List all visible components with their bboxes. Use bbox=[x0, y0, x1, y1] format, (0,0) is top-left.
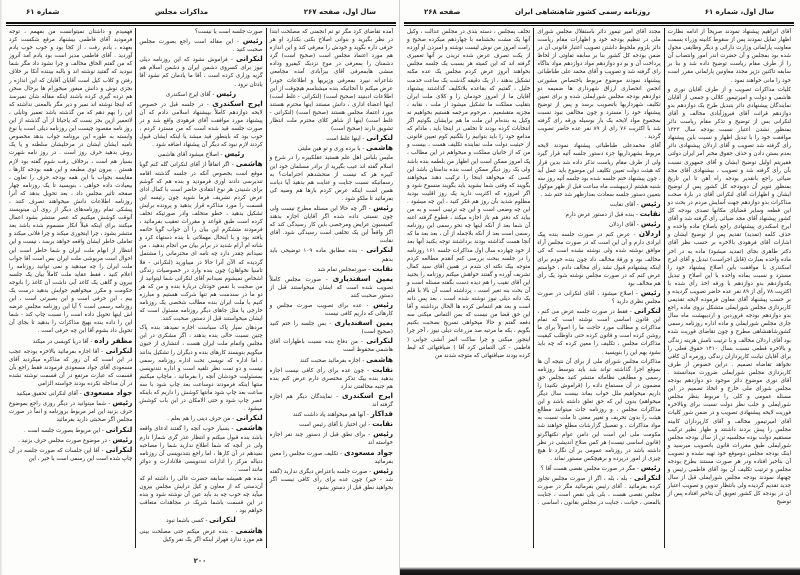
scan-bottom-edge bbox=[400, 567, 800, 575]
paragraph-text: - بس جلسه را ختم کنید (صحیح است) bbox=[269, 321, 393, 336]
speaker-paragraph bbox=[537, 474, 660, 507]
speaker-paragraph bbox=[270, 430, 393, 447]
speaker-name: نقابت bbox=[372, 419, 393, 429]
speaker-paragraph bbox=[537, 307, 660, 357]
paragraph-text: - صورتمجلس تمام شد bbox=[317, 266, 371, 273]
speaker-name: لنکرانی bbox=[366, 245, 393, 255]
left-columns bbox=[6, 28, 396, 548]
speaker-name: لنکرانی bbox=[366, 336, 393, 346]
speaker-name: لنکرانی bbox=[633, 472, 661, 482]
speaker-name: لنکرانی bbox=[105, 424, 133, 434]
speaker-paragraph bbox=[139, 160, 262, 323]
speaker-name: رئیس bbox=[224, 149, 245, 159]
speaker-paragraph bbox=[9, 389, 132, 398]
speaker-paragraph bbox=[9, 347, 132, 388]
paragraph-text: - اینها غلط است bbox=[326, 136, 365, 143]
body-paragraph bbox=[9, 28, 132, 336]
issue-number: شماره ۶۱ bbox=[26, 8, 60, 16]
paragraph-text: - صورت جلسه باعتراض دیگری ندارید (گفته شد - خیر) چون عده برای رأی کافی نیست اگر بخواهید نطق قبل از دستور بشود bbox=[269, 468, 393, 491]
speaker-paragraph bbox=[9, 399, 132, 424]
paragraph-text: - در جلسه قبل در خصوص لایحه دوازدهم کاملاً بپیشنهاد اسلامی دادم که آن پیشنهاد مورد موافقت آقای فرهودی واقع شد و در صورت جلسه قید شده است که من مسترد کردم ، خوب بود که باینطور قید میشد یا اینکه ایشان قبول کردند لازم نبود که دیگر آن پیشنهاد اضافه شود . bbox=[139, 101, 263, 149]
text-column bbox=[135, 28, 265, 548]
speaker-name: رئیس bbox=[373, 202, 394, 212]
paragraph-text: - آقا اجازه بفرمائید بالاخره بودجه عجب در این است که آن روز که مذاکره میکردید آقای مسعودی آقای جواد مسعودی فرمودند فقط راجع بآن قسمت که عبارت مرتفع در آن قسمت نوشته نشده در آن مداخله نکرده بودند خواسته الزامی bbox=[9, 348, 133, 388]
page-edge bbox=[0, 0, 3, 575]
paragraph-text: - اگر اتفاقاً از آقای لنکرانی گله کنم گویا موقع است بخصوص آنکه در جلسه گذشته اقامه تندیرسی دادند اوری فرمودید و بنده هم که گوشم برای شنیدن هر نوع انتقادی حاضر است با کمال ادای عرض کردم تشریف فرما شوید چون رئیسه این قسمت را مورد مذاکره قرار بدهید و پرونده برایش تشکیل بدهید ، خطو متخلف وادر صورتیکه تخلف کرده است طبق قواعد و مقررات تعقیب بفرمائید ، فرمودند متشکرم این بیان را آن جواب گویا خاتمه یافته بود و با اینحال مهملاتی با بنده دستهاء کرد و شانه ام آرام شدید در برابر بیان من انجام بدهید ، من نمیدانم چقدر دارد چه نامه ای محترمانی را مشتمل گردیده که الآن آنرا حالا در مییاورید (لنکرانی - فلا تاسیا نخواهان) چون بنده وارد در خصوصیات زندگی اشخاص نمیشوم نمیدانم آقای لنکرانی شما لیتوانید از من صحبت با نفس خودتان دربارهٔ بنده و من که هر دو ما در سندست هم تنها شرکت هستیم و مبارزه کنیم با ملت ایران بنده مطالب شخصی یک روزنامه خارجی یا مثل جاهای دیگر روزنامه مسئول است که ایشان میخواستند قبل از دستور صحبت کنند. bbox=[139, 162, 263, 323]
body-paragraph bbox=[537, 142, 660, 199]
paragraph-text: - فقط در صورت جلسه عرض می کنم ، این قانون اساسی است نوشته است که تمام مذاکرات و مطالب مورد حاجت ما را اصولاً برای ما روشن کرده است و قانون کرده حتی داوطلب کیفیت مذاکرات مجلس ، تکلیف را معین کرده که چه باید بشود بهم این را بنویسید . bbox=[537, 309, 661, 356]
paragraph-text: - چون عده برای رأی کافی نیست اجازه بدهید بنده بیک تذکر مختصری دارم عرض کنم بنده هم جنبه مخالفتی ندارد bbox=[269, 367, 393, 390]
paragraph-text: - صورت مجلس کاملاً تصویب شده است که ایشان میخواستند قبل از دستور صحبت کنند bbox=[269, 276, 393, 299]
speaker-name: هاشمی bbox=[235, 423, 263, 433]
text-column bbox=[533, 28, 663, 548]
speaker-name: رئیس bbox=[640, 287, 661, 297]
page-number: صفحه ۲۶۸ bbox=[424, 8, 461, 16]
speaker-paragraph bbox=[270, 449, 393, 466]
paragraph-text: مذاکرات مجلس شورای ملی از برای آن نتیجه آن ها بموقع اجرا گذاشته تواند شد باید بتوسط روزنامه رسمی و مطابقی نظاماته منتشر کنید مجلس حق مضمون در آن مستماع داده را (قراموش نکنید) را داریم میخواهیم ملل خواب بماند بیست سال دیگر میخواهم) بدون این که حق تعلق داشته باشد و این مذاکرات مجلس ، و روزنامه جات میتوانند مطالع هیئت را بدون تحریف و تغییر معنی تا ملت نسبت به مواد مذاکرات ، و تفصیل گزارشات مطلع خواهند شد مکومت ملی این است این دامن عوام نکتهاگرتو (قانون اساسی نیست) هر کس صلاح اندیشی در نظر داشته باشد در روزنامه عمومی بر آن نگارد تا هیچ چیزی از امور درپرده و برهیچکس مستور نماند . bbox=[537, 358, 661, 462]
text-column bbox=[404, 28, 533, 548]
speaker-name: رئیس bbox=[640, 462, 661, 472]
speaker-name: مظفر زاده bbox=[94, 335, 133, 345]
speaker-paragraph bbox=[270, 246, 393, 263]
speaker-paragraph bbox=[270, 265, 393, 274]
paragraph-text: - برای نطق قبل از دستور چند نفر اجازه خواسته اند bbox=[269, 432, 393, 447]
paragraph-text: - اگر چه حالا این مسئله مطرح نیست ولی چون نسبتی داده شده اگر آقایان اجازه بدهند کمیسیون عرایض ومرخصی باین کار رسیدگی کند که اگر واقعاً این یک تخلفی است رسیدگی شود. آقای نقابت bbox=[269, 205, 393, 245]
speaker-paragraph bbox=[139, 90, 262, 99]
body-paragraph bbox=[270, 28, 393, 133]
paragraph-text: فهمیدم و داشتان نمیتوانست من بفهمم ، توجه فرمودید آقای فاطمی بیشنهاد مرقع شکست کرد بعهده ، یادم رفت ، از کجا بود و خوب خوب یادم آوردید . آقای فاطمی مدیر است بود یادم آمد آنروز که من گفتم الحاق مخالف و چرا نشود داد مگر شما نبودید که گفتید نوشته اند و بالبه بیننده آنکا بر خلاف رفتن و کلاب کیل است آقایان آقایان که این اندازه ر بجزی نوش و دانش میفور میخورام ها برحال سخن هم ترده گیری کرده باشند اینکه مقاله شان نمیرسد که اینجا نوشته اند نمیر و دیر مگر بالمعنی نداشته که این را بهم دهم که من گذشته باشد تعمیر وتابلی ، لاتعمیر ازین بجز بست که یاحیاتا از آن گذشته از این روز نامه مقصود چیست این روزنامه دیلی است یا نوع وابسته به طوره این برونامه جواب بدهد مخصوص نامیه ایشان ایشان در مرحلیشان سلطنه و یا یک روش بدهید حرف روز است . در روز نامه شهرت بسیار هم است ، برخلاف رفت شوم گفته بود لازم هستن . ببرون توی مطبعه و این همه بودجه کارها ، مقایسه بجواب با این همه بودجه حرف را تعاون ، بیعیادت داده خواهی ، بنویسید تا یک روزنامه چهار صفحه تاثیر مجلس داد ، بعد تحویل بدهد که آنرا روزنامه اطلاعات دانش میخواهند تصرف کنند ، پیشکی تمام روزنامه‌های دیگر از روی آن مینویسند آنوقت کوشش میکنیم که عصر منتشر بشود اعمال میکنند برای اینکه قبلاً انکار مسموم شده باشد بعد منتشر بشود ، چرا اینجوری میکند و چرا فلانی میکند و تعاملی خاطر ایشان واقعه خواهد برسد ، نیست و این انتظار از ابهام ملت ایران و شما خاطر است این احوال است مریوشی ملت ایران بس است آقا جواب ملت ایران را چه میدهید و نمی توانید روزنامه را اعلام کنید ، فقط عقاید ملت کاملاً بیان یک جلسه بیرون و گاهی یک کاغذ آبی داشت آن کاغذ را بانوجه حکومت و مکرر میخواهیم جوابش بدهید درست یک بیم ، این حرفی است و این بصیرتی است ، این روزنامه رسمی است ؟ آیا این روزنامه مجلس عرضه اش اینها تحویل داده است را نسبت چاپ کند - شما این را داده بنده بهیچ مذاکرات را بدهید تا بجای آن تحویل داد بشوم آقا این چه حرفی است . bbox=[9, 29, 133, 335]
speaker-name: لنکرانی bbox=[235, 413, 263, 423]
speaker-name: لنکرانی bbox=[235, 54, 263, 64]
speaker-name: نقابت bbox=[639, 209, 661, 219]
year-issue-label: سال اول، شماره ۶۱ bbox=[704, 8, 774, 16]
speaker-paragraph bbox=[270, 134, 393, 143]
paragraph-text: آمده تقاضای کرد مگر تو تم انجمنی که مصلحت ابتدا در نظر بگیرید و بنوانی اصلاح بکنی بکذارد او هر حرفی داره بگوید و خودش را معرفی کند و این اندازه هم مورد اعتماد مجلس است (صحیح است) گرد دشمنان را بمعرفی در موج نزدیک کیفیرو وداده منشی هابمعرفی آقای بیزآبادی آمده مجامعی شاعرانه نبیرد بمعرفی وزیریها و اطلاعات خودرا عرض میکنم تا آنجائیکه بنده میشناسم هیچوقت از این اطلاعات ادبنیند (صحیح است) (لنکرانی - غلط است) اینها اعضاء اداری ، دانش مستند اینها محترم هستند مورد اعتماد مجلس هستند (صحیح است) (لنکرانی - غلط است) اینها از شاهر کلای محترم ملت انتظار تشویق دارند (صحیح است) bbox=[269, 29, 393, 133]
left-page-header bbox=[6, 4, 396, 20]
speaker-name: رئیس bbox=[216, 88, 237, 98]
paragraph-text: - عرض کنم در صورت جلسه بنده پیک ایرادی دارم و آن این است که در صورت مجلس آراء موافق نوشته شده ولی نوشته نشده است که کی مخالف بود و ورقهٔ مخالف داد چون بنده خودم برای اینکه پیشنهادم قبول نشد رأی مخالف دادم ، خواستم عرض کنم که در صورت مجلس نوشته شود یک رأی هم مخالف بود bbox=[537, 232, 661, 287]
paragraph-text: - شما میتوانید در دیگر روزی راجع بموضوع حرف بزنید این امر مربوط بروزنامه و انماً در صورت مجلس اگر صحبتی دارید بفرمائید bbox=[9, 401, 133, 424]
speaker-paragraph bbox=[537, 230, 660, 288]
speaker-name: رئیس bbox=[112, 398, 133, 408]
year-page-label: سال اول، صفحه ۲۶۷ bbox=[303, 8, 376, 16]
paragraph-text: - این مربوط بصورت جلسه است . bbox=[24, 427, 104, 434]
speaker-paragraph bbox=[139, 424, 262, 474]
speaker-name: هاشمی bbox=[235, 159, 263, 169]
speaker-name: یمین اسفندیاری bbox=[332, 273, 393, 283]
speaker-paragraph bbox=[270, 467, 393, 492]
speaker-paragraph bbox=[270, 275, 393, 300]
right-page bbox=[400, 0, 800, 575]
paragraph-text: - آقای لنکرانی تحقیق میکنید bbox=[16, 391, 82, 398]
paragraph-text: - آقای اردلان bbox=[609, 222, 639, 229]
paragraph-text: - بله ، بله ، اگر از صورت مجلس تجاوز کرده بفرمائید . آقای رئیس بفرمائید مگر در صورت مجلس نقصی هست ، بلی بلی نقص است ، جنایت بالمعنی ، خیانت ، جنایت در مجلس بقانون ، اساسی . bbox=[537, 475, 661, 507]
paragraph-text: کلیات مذاکرات تصویب و از طرف آقایان نوری و هاشمی و دولت و امیرتیمور کلالی و جمعی از آقایان نمایندگان پیشنهادی دائر بتبدیل طرح یک دوازدهم بدو دوازدهم قرائت آقای فیروزآبادی مخالف و آقای لنکرانی بس از توضیح و تذکر مقام ریاست دائر بمنظور نشدن اعتبار نسبت بودجه سال ۱۳۲۳ موافقت خود را با تبدیل اظهار و نسبت باین پیشنهاد رأی گرفته شد تصویب و آقای اردلان پیشنهادی دائر بعدم بستن دادن و حذف حقوق مخبر آمر ایران دولتی فقیریتم اولیل توضیح ایشان و آقای جمهوری نسبت بآن رأی گرفته شد و تصویب ، بیشنهادی آقای مجد ضیائی راجع بانقدیر بودجه راه آهن تا این تاریخ بمنظور تنویر آن دوبودجه کل کشور پس از توضیح ایشان و اظهارات آقای لنکرانی آقای در بارهٔ صحت مذاکرات بدو دوازدهم جهت آسایش مردم در بحث دو این قطعه وسایر قضایای مکانها تصدی بودجه کل کشور پیشنهاد آقای مجد ضیائی رأی گرفته شد و آقای ایرج اسکندری پیشنهادی راجع باصلاح ماده واحده و حذف کلمه (تمدید) تقدیم پس از توضیح ایشان و اشارات آقای فرهودی بالاخره بر حسب نظر آقای دکتر طاهری بجای (تمدید میشود) ماده به در اخر ماده واحده بعبارت (قابل اجراست) تبدیل و آقای ایرج اسکندری با موافقت باین اصلاح پیشنهاد خود را مسترد و نسبت بماده واحده با این اصلاح و تبدیل یکدوازدهم بدو دوازدهم با ورقه اخذ رأی شده با اکثریت ۷۸ رأی از ۸۹ نفر عده حاضر تصویب گردیده و بر حسب پیشنهاد آقای معاون فرموده لایحه تقدیمی کاربردازی مجلس شورایملی متشکل بروی ماده راجع بدو دوازدهم بودجه فروردین و اردیبهشت ماه سال جاری مجلس شورایملی و ماده اداره روزنامه رسمی کشورشاهنشاهی مطرح و چون تقاضای فوریت شده بود آقای اردلان مخالف و با ترتیب نامش هزینه زندگی و بالاخره قطعی نسبت بسال ۱۴۱۰ حقوق فعلی را برای آقایان نیابت کارپردازان زندگی روزمره آن کافی نخواهد تقاضاه تصمیم . دراین خصوص از طرف کاربردازی مجلس شورایملی ضرورت میدانستند . آقای نوری موضوع دائر موجود دو دوازدهم بودجه مجلس شورای ملی خارج و اتخاذ تصمیم در این مسئله عمومی و کلی را مربوط بنظر مجلس شورایملی و جلب نظر دولت نسبت برای وبالاخره فوریت لایحه پیشنهادی تصویب و در ضمن شور کلیات آقای امیرتیمور مخالف و آقای کارپردازان کابینه مجلس را پیش بردند داشتند و ظهار نظیر ترکیب مستقیم دولت بوده مجلسیه تن از سال بودجه مجلس شورایملی طبق مقررات قانون باتصویب میرسید و اینک بودجه مجلس دوموقع خود تهیه نشده و تصویب آن بتاخیر افتاده ودر هر صورت مستند بطرح بودجه مجلس و ترتیب تکلیف آن بود آقای فاطمی رئیس و چهنهاد نمودند بودجه مجلس شورایملی قبل از سال جدید تقدیم گردیده ولی بانتظار تدوین و تصویب اعتبار آن در بودجه کل کشور تعویق آن بتاخیر افتاده پس از توضیح bbox=[667, 86, 792, 506]
paragraph-text: - تکلیف صورت مجلس را معین بفرمائید bbox=[269, 450, 393, 465]
speaker-name: نقابت bbox=[372, 364, 394, 374]
paragraph-text: - بنده عرض میکنم حتی مصلحت بینی هم مورد ندارد فهرلز اینکه اگر یک نفر وکیل bbox=[139, 528, 263, 543]
page-footer-number: ۲۰۰ bbox=[193, 557, 207, 565]
speaker-name: ایرج اسکندری bbox=[212, 98, 263, 108]
header-title: روزنامه رسمی کشور شاهنشاهی ایران bbox=[515, 8, 651, 16]
paragraph-text: - عده برای تصویب صورت مجلس و کارهائی که داریم کافی نیست bbox=[269, 303, 393, 318]
body-paragraph bbox=[668, 86, 791, 507]
header-rule-thin bbox=[6, 25, 396, 26]
speaker-name: رئیس bbox=[373, 429, 394, 439]
paragraph-text: بنده هم همیشه سابقه حضرت عالی را داشته ام که آن‌دستی که از معاون و کیل درایش مجلس بیرون میآید چه خوب چه بد باید عین آن نوشته شود و بنده در این قسمت باشما شریک در مجاهدات متعاقب خواهم بود . bbox=[139, 475, 263, 515]
speaker-paragraph bbox=[270, 144, 393, 153]
speaker-paragraph bbox=[139, 516, 262, 525]
paragraph-text: تخلف بمجلس ، دسته بندی در مجلس عدالت ، وکیل آنها یک مشت بخشنامه با چهاردهم میکرده صحیح و رامت امروز من نوش لیست نوشته و امبردن او آورده از یکت تصرف عرض شده تریدن بر آنها تعمیری گرفته اند که این کمیته هر بسبب یک جلسه مجلس بخواهند آنروز عرض کردم مجلس یک عده مکنه تشکیل بدهند ، از یک دقیقه گذشت یک ساعت خدمت خلیل ، گفتیم که بقاعده بلاتکلیف گذاشتند پیشنهاد آقایان ما از امروز خودمان را و کلای ملت ایران بتقلیب مملکت ما تشکیل میشود از ملت ، نقابه ، مجزیه متقشعیم ، مرحوم مرجمه هستیم بخواهیم نه وکیل یه بنده‌ام این ملت ما هم برایشان بگوئیم اگر انتخابات کرده بودند تا تخلفی در اینجا باید ، مادام که مدامع خود را باید بتوانیم را بلگنیم کوم تعیین قانونی از حیثیت دولت ملت نماینده تکلیف هست ، بیست و من که از خانیان مملکت و میخواهم در این مطالب ، یک امروز ممکن است این اظهار من بلطمه بنده باشد ولی یک روز دیگر ممکن است بنده بداستان باشد این کسی که میخواهد اینجا را ترکیب دهند میخواهند بگویند که وقتی شما بشوید باید بگویند منسوخ شود و اگر امروزه که اکثریت دارید یک روز اقلیت بودید مظلوم شدید بآن روز هم فکر کنید ، این چه میشود . این چه وضعی است و این چه ترتیبی است و به من بیاید که دفتر هم باز اجازه میکند ، قطوع گرفته اعنه آن شما بعد از آنکه اینها چه نحو رسمی این روزنامه رسمی است بعد از آنکه بلاجمله از آن ، بعد بعد ما که آنجا هست گذاشته بودند برداشتند توجه بکنید آنها بعد از خود چهارده سال اول مذاکرات جلسه ۱۶۱ روزنامه را در جلسه ببحث بررسی کنم آنقدم مطالعه کردم متوجه بیک نکته ای شدم در همین آقای سید کمال تشریف آورده و گفتند خواهش میکنم روزنامه را بجنید این آقای نقیب را هم دیده دست بگفته مسئله است و آن بحث بنه تغیر است ، پرداشته است آن بالا با قلم یک دانه دیلی نیوز نوشته شده است ، بعد پس دانه است و بعد هم انتماس کرده ها الحال برداشته و آقا این حق قضا من نیست که بمن التماس میکنی سه دفعه گفتم و حالا میخواهی تسریح بصحبت بکنیم بگویم ، بکه ما مرتبه صد مزرعات دیلی نیوز ، آخر چرا اینجور میکنی و چرا ساکت اثمر آنشی جوابی ( فاطمی - کی التماس کرد آقا ) ضیافتهائی که لیط کرده بودند ضیافتهائی که متوجه شدند من bbox=[407, 29, 531, 359]
speaker-paragraph bbox=[139, 55, 262, 88]
paragraph-text: - بسیار خوب آنچه را گفتند ادعای واقعه باشد بنده قبول میکنم و انتظار عذر گری شمارا دارم ولی در آنچه که شما اطلاع ندارید شما را مصاحبه نمیدهم در آن کارها ، اما راجع بتندنویسی آن روزنامه دنباله مرکز را ادارات تندنویسی فلانادارت و دوائر مانند است . bbox=[139, 426, 263, 473]
speaker-name: رئیس bbox=[242, 36, 263, 46]
paragraph-text: - نمایندگان دیگر هم اجازه گرفته اند bbox=[269, 393, 393, 409]
paragraph-text: مردهان سپار پاک سیاست اجازه نمیدهد بنده پاک چنین نسبت حالی بنده بدهند ، اگر مشکری در این مجلس واتمام ملت ایران هست ، انتشاری از حیون میگویم بنویسند کارهای بنده و دیگران را تشکیل بدانند ، اما اداره که نویسی تحت اداره روزنامه رسمی نیست و دو تمت نظر تلقیه است و اداره تندنویسی بمسئولیت خودشان آنچه را بفرمائید ، ماچاپ میکنیم منتها اینکه فرمودند دوساعت بعد چاپ شود با سه ساعت بعد چاپ شود مانتها کوشش را داریم که باینکه عصر چاپ شود و حتی الامکان در این باب کوشش میشود . bbox=[139, 325, 263, 413]
paragraph-text: - آقای نقابت bbox=[609, 201, 639, 208]
speaker-name: رئیس bbox=[640, 219, 661, 229]
speaker-paragraph bbox=[270, 420, 393, 429]
speaker-name: ایرج اسکندری bbox=[341, 390, 394, 400]
body-paragraph bbox=[537, 358, 660, 463]
body-paragraph bbox=[139, 475, 262, 515]
speaker-paragraph bbox=[537, 210, 660, 219]
speaker-paragraph bbox=[537, 220, 660, 229]
speaker-name: لنکرانی bbox=[633, 306, 661, 316]
paragraph-text: - بنده قبل از دستور عرض دارم bbox=[565, 212, 638, 219]
paragraph-text: - آنها هم میخواهند یاد داشت کنند bbox=[292, 412, 369, 419]
speaker-paragraph bbox=[537, 289, 660, 306]
speaker-name: نقابت bbox=[372, 263, 393, 273]
speaker-name: لنکرانی bbox=[105, 444, 133, 454]
speaker-paragraph bbox=[9, 426, 132, 435]
header-rule bbox=[6, 22, 396, 24]
speaker-paragraph bbox=[139, 527, 262, 544]
speaker-paragraph bbox=[537, 464, 660, 473]
header-rule bbox=[404, 22, 794, 24]
speaker-name: هاشمی bbox=[366, 143, 393, 153]
speaker-paragraph bbox=[270, 356, 393, 365]
speaker-paragraph bbox=[9, 446, 132, 463]
speaker-paragraph bbox=[270, 337, 393, 354]
speaker-paragraph bbox=[9, 337, 132, 346]
speaker-paragraph bbox=[139, 100, 262, 150]
paragraph-text: آقای ابراهیم پیشنهاد نمودند صریحاً از ادامه نظارت اظهار تمایل نمودند پس از سقوط کابینه وزراء بسمت معاونت پارلمانی وزارت دارائی و دیگر وظایفی محول شده بود بمجلس و آن حضرت اندر امور وانتصاب آن را از طرف مقام ریاست توضیح داده شد و بنا بر سابقه تاکنین دژیر مجدد معاونین پارلمانی مقرر است خود را مانی خواهند نمود . bbox=[667, 29, 791, 84]
paragraph-text: - مگر در صورت مجلس نقصی هست آقا ؟ bbox=[540, 465, 639, 472]
paragraph-text: - این مقاله است راجع بصورت مجلس صحبت کنید . bbox=[139, 39, 263, 54]
speaker-name: هاشمی bbox=[235, 525, 263, 535]
paragraph-text: - فراموش نشود که این روزنامه دیلی نیوز برای کسروی دشمن ایران و دشمن اسلام هم گریه وزاری کرده است ، آقا ما یادمان کم نشود آقا یادتان نرود . bbox=[139, 57, 263, 88]
speaker-name: رئیس bbox=[640, 198, 661, 208]
speaker-name: لنکرانی bbox=[366, 133, 393, 143]
speaker-name: رئیس bbox=[373, 300, 393, 309]
speaker-name: اردلان bbox=[638, 229, 661, 239]
speaker-name: فداکار bbox=[370, 409, 393, 419]
paragraph-text: - اصلاح میشود آقای هاشمی bbox=[157, 152, 223, 159]
speaker-name: جواد مسعودی bbox=[83, 388, 133, 398]
speaker-paragraph bbox=[270, 204, 393, 245]
body-paragraph bbox=[270, 154, 393, 203]
paragraph-text: - با برده وری و تو هین ملیتی bbox=[297, 146, 365, 153]
speaker-paragraph bbox=[270, 410, 393, 419]
body-paragraph bbox=[139, 28, 262, 36]
speaker-paragraph bbox=[537, 200, 660, 209]
paragraph-text: - آقای ایرج اسکندری bbox=[165, 91, 215, 98]
paragraph-text: آقای محمدعلی طباطبائی پیشنهاد نمودند لایحه مربوط بشهرداریها جزء دستور جلسه آتیه قرار گیرد ولی از طرف مقام ریاست تذکر داده شد بدین قرار که هیئت دولت تعیین تکلیف این موضوع باید عمل آید ، چون پیشنهاد ختم جلسه شده بود جلسه آتیه روز سه شنبه هشتم اردیبهشت ماه ساعت قبل از ظهر موکول بتعیین دستور جلسه سعادت بعدازظهر شد ختم شد . bbox=[537, 143, 661, 198]
text-column bbox=[6, 28, 135, 548]
speaker-paragraph bbox=[270, 301, 393, 318]
speaker-paragraph bbox=[270, 392, 393, 409]
speaker-name: یمین اسفندیاری bbox=[334, 318, 393, 328]
paragraph-text: مجدد آقای امیر تیمور دائر باستقلال مجلس شورای ملی در تنظیم بودجه خود و اظهارات مقام ریاست دائر بلزوم ملحوظ داشتن تصویب اعتبار قانونی آن در ضمن بودجه کل کشور بنا بر سابقه تفاوتی از لحاظ پرداخت آن و بو دو دوازدهم مواد دوازدهم مواد بتاگاه رای گرفته شد و تصویب و آقای محمد علی طباطبائی پیشنهاد نمودند موضوع مربوط باختصاص مشورتی انجمن انحصاری ارزاق شهرداری ها ضمیمه دو دوازدهم بودجه مجلس شورایملی شده و برای تعیین تکلیف شهرداریها باتصویب برسد و پس از توضیح پیشنهاد خود را مسترد و چون مخالفی نبود نسبت بمجموع مواد لایحه یک بار بوسیله ورقه رای گرفته شد با اکثریت ۷۶ رای از ۸۹ نفر عده حاضر تصویب گردید . bbox=[537, 29, 661, 141]
speaker-paragraph bbox=[139, 37, 262, 54]
paragraph-text: - من حرف دینی را هم بعلم . bbox=[167, 416, 235, 423]
paragraph-text: - اصلاح میشود ، آقای لنکرانی در صورت مجلس نظری دارید ؟ bbox=[537, 290, 661, 305]
speaker-name: لنکرانی bbox=[209, 515, 236, 525]
body-paragraph bbox=[537, 28, 660, 141]
paragraph-text: - کسی باشما نبود bbox=[166, 518, 208, 525]
speaker-paragraph bbox=[270, 319, 393, 336]
body-paragraph bbox=[407, 28, 530, 360]
text-column bbox=[266, 28, 396, 548]
speaker-paragraph bbox=[139, 150, 262, 159]
paragraph-text: - در موضوع صورت مجلس حرف بزنید . bbox=[17, 437, 111, 444]
speaker-paragraph bbox=[139, 414, 262, 423]
speaker-name: جواد مسعودی bbox=[343, 447, 393, 457]
paragraph-text: - من دفاع بنده نسبت باظهارات آقای هاشمی محفوظ است bbox=[269, 339, 393, 354]
header-rule-thin bbox=[404, 25, 794, 26]
speaker-name: رئیس bbox=[373, 465, 393, 475]
body-paragraph bbox=[668, 28, 791, 85]
right-page-header bbox=[404, 4, 794, 20]
paragraph-text: صورت جلسه است یا نیست؟ bbox=[194, 29, 263, 35]
paragraph-text: ملیس بلباس اهل علم هستید عقلکبیره را در شرع و اسلام گفته اند عیب بگیرید از برادر مسلمان خود این کبیره هر که نیست از منحشدهم احترامات؟ به رسماتیکه نسبت جنایت و عنایت هم بدهید آیا دیانت همین است اینکه عرض کردم بارها هم وصیه کی بفرمائید تا ملکو شود . bbox=[269, 155, 393, 202]
speaker-paragraph bbox=[9, 436, 132, 445]
body-paragraph bbox=[139, 324, 262, 413]
header-title: مذاکرات مجلس bbox=[154, 8, 209, 16]
paragraph-text: - اجازه بفرمائید صحبت کنند bbox=[300, 357, 365, 364]
speaker-paragraph bbox=[270, 366, 393, 391]
text-column bbox=[664, 28, 794, 548]
speaker-name: هاشمی bbox=[366, 354, 393, 364]
paragraph-text: - این اختیار با آقای رئیس است bbox=[299, 422, 371, 429]
paragraph-text: - بنده مطابق ماده ۱۰۹ توضیحی باید بدهم bbox=[269, 248, 393, 263]
paragraph-text: - آقا این جلسات که صورت جلسه در آن چاپ شده است این رسمی است یا خیر ، این bbox=[9, 447, 133, 462]
paragraph-text: - آقا دریا کوبسی در میکند bbox=[32, 338, 93, 345]
speaker-name: رئیس bbox=[112, 434, 133, 444]
right-columns bbox=[404, 28, 794, 548]
speaker-name: لنکرانی bbox=[105, 345, 133, 355]
